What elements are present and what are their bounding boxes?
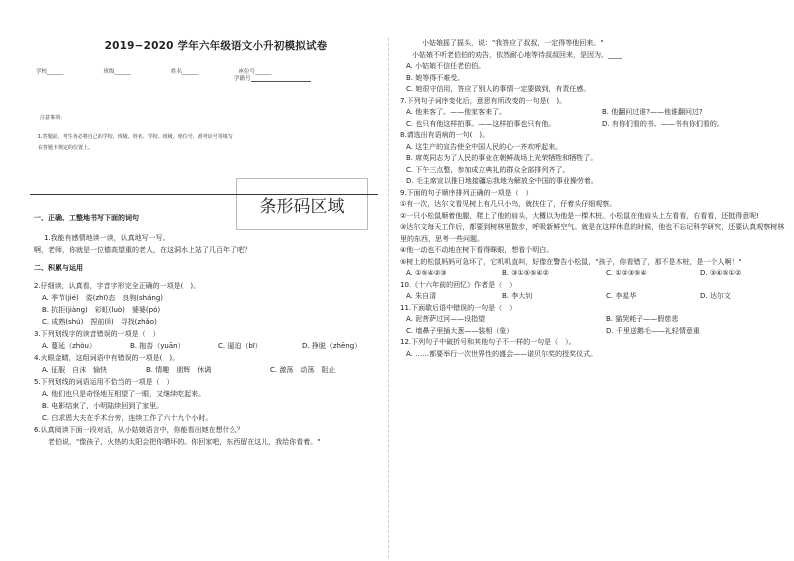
left-column — [28, 38, 384, 446]
q9-option: D. ③④⑤①② — [700, 269, 742, 277]
class-field: 班级______ — [103, 69, 132, 75]
notice-text: 1.答题前，考生务必将自己的学校、班级、姓名、学校、班级、座位号、准考证号等填写在答题卡规定的位置上。 — [38, 134, 233, 151]
q5-option-a: A. 他们也只是奇怪地互相望了一眼，又继续吃起来。 — [42, 390, 206, 398]
q11-stem: 11.下面歇后语中错误的一句是（ ） — [400, 303, 517, 312]
q9-sentence-2: ②一只小松鼠顺着他腿，爬上了他的肩头，大概以为他是一棵木桩。小松鼠在他肩头上左看看，右看看，还挺得意呢! — [400, 211, 760, 220]
q3-stem: 3.下列划线字的读音错误的一项是（ ） — [34, 330, 160, 338]
q10-stem: 10.《十六年前的回忆》作者是（ ） — [400, 280, 517, 289]
q8-option-d: D. 毛主席宣以推日地接疆忘我地为解放全中国的事业操劳着。 — [406, 177, 598, 185]
q6-text: 老伯说，"像孩子，火热的太阳会把你晒坏的。你回家吧，东西留在这儿，我给你看着。" — [48, 438, 321, 446]
q3-option: B. 拖沓（yuān） — [130, 342, 185, 350]
q3-option: C. 逼迫（bī） — [218, 342, 262, 350]
q4-option: C. 激荡 动荡 阻止 — [270, 366, 336, 374]
q12-option-a: A. ……都要举行一次世界性的盛会——诺贝尔奖的授奖仪式。 — [406, 349, 598, 358]
q3-option: A. 蔓延（zhòu） — [42, 342, 96, 350]
q9-options — [400, 268, 785, 280]
q10-option: C. 李星华 — [606, 292, 637, 300]
q12-stem: 12.下列句子中破折号和其他句子不一样的一句是（ ）。 — [400, 338, 576, 346]
q10-option: B. 李大钊 — [502, 292, 533, 300]
q7-row1 — [400, 107, 785, 119]
section-1-heading: 一、正确、工整地书写下面的词句 — [34, 214, 139, 222]
q11-option-b: B. 猫哭耗子——假慈悲 — [606, 315, 679, 323]
q8-option-c: C. 下午三点整，参加成立典礼的群众全部排列齐了。 — [406, 165, 570, 174]
q7-option-c: C. 也只有他这样拍事。——这样拍事也只有他。 — [406, 119, 556, 128]
q7-option-b: B. 他翻问过谁?——他谁翻问过? — [602, 108, 703, 116]
q1-text: 啊，老师，你就是一位德高望重的老人，在这洞水上站了几百年了吧？ — [34, 246, 251, 254]
q10-option: A. 朱自清 — [406, 292, 437, 300]
q2-option-c: C. 成熟(shú) 捏前(lì) 寻找(zhǎo) — [42, 318, 157, 326]
q2-option-b: B. 抗拒(jiàng) 彩虹(luò) 婆婆(pó) — [42, 306, 161, 314]
q9-stem: 9.下面的句子顺序排列正确的一项是（ ） — [400, 188, 533, 197]
r-dialog: 小姑娘摇了摇头，说："我答应了叔叔，一定得等他回来。" — [422, 39, 604, 47]
q7-option-d: D. 有你们看的书。——书有你们看的。 — [602, 119, 724, 128]
school-field: 学校______ — [36, 69, 64, 75]
q10-option: D. 达尔文 — [700, 292, 731, 300]
column-separator — [388, 38, 389, 558]
right-column — [400, 38, 785, 360]
q11-option-d: D. 千里送鹅毛——礼轻情意重 — [606, 326, 700, 335]
q3-options — [34, 340, 382, 352]
barcode-area: 条形码区域 — [236, 178, 368, 230]
section-2-heading: 二、积累与运用 — [34, 264, 83, 272]
q9-option: B. ③①⑤⑤④② — [502, 269, 549, 277]
q2-option-a: A. 季节(jié) 姿(zhī)态 良驹(sháng) — [42, 294, 164, 302]
q9-option: C. ①②③⑤④ — [606, 269, 647, 277]
q11-option-c: C. 墙鼻子里插大葱——装相（象） — [406, 326, 514, 335]
q7-row2 — [400, 119, 785, 131]
left-questions — [34, 212, 382, 448]
seat-field: 座位号______ — [238, 69, 272, 75]
header-divider — [30, 194, 378, 195]
q7-option-a: A. 他来客了。——他家客来了。 — [406, 108, 507, 116]
q5-option-b: B. 电影结束了，小明陆续回到了家里。 — [42, 402, 164, 410]
notice-box — [28, 102, 378, 217]
r-question: 小姑娘不听老伯伯的劝告，依然耐心地等待叔叔回来，是因为。____ — [412, 50, 622, 59]
exam-title: 2019−2020 学年六年级语文小升初模拟试卷 — [104, 40, 328, 52]
q1-instruction: 1.我能有感情地读一读，认真地写一写。 — [44, 234, 170, 242]
q5-stem: 5.下列划线的词语运用不恰当的一项是（ ） — [34, 378, 174, 386]
q8-option-b: B. 席英同志为了人民的事业在朝鲜战场上光荣牺牲和牺牲了。 — [406, 154, 598, 162]
r-option-a: A. 小姑娘不信任老伯伯。 — [406, 62, 486, 70]
q4-option: B. 情趣 朋辉 休调 — [146, 366, 212, 374]
name-field: 姓名______ — [171, 69, 199, 75]
q9-sentence-4: ④他一动也不动地在树下看得眯眼，想看个明白。 — [400, 246, 554, 254]
q9-sentence-5: ⑤树上的松鼠妈妈可急坏了，它叽叽直叫，好像在警告小松鼠，"孩子，你看错了，那不是木桩，是一个人啊！" — [400, 257, 742, 266]
q4-options — [34, 364, 382, 376]
student-info-row — [36, 67, 384, 75]
q9-sentence-3: ③达尔文每天工作后，都要到树林里散步，呼吸新鲜空气。就是在这样休息的时候，他也不忘记科学研究，还要认真观察树林里的东西，思考一些问题。 — [400, 223, 785, 243]
notice-title: 注意事项： — [40, 115, 66, 121]
q10-options — [400, 291, 785, 303]
student-id-label: 学籍号 — [234, 76, 251, 82]
q7-stem: 7.下列句子词序变化后，意思有所改变的一句是( )。 — [400, 96, 567, 105]
q9-sentence-1: ①有一次，达尔文看见树上有几只小鸟，就扶住了，仔着头仔细观察。 — [400, 200, 617, 208]
r-option-b: B. 她等得不难受。 — [406, 73, 465, 82]
q5-option-c: C. 白求恩大夫在手术台旁，连续工作了六十九个小时。 — [42, 414, 213, 422]
q4-option: A. 征服 自沫 愉快 — [42, 366, 108, 374]
q2-stem: 2.仔细读，认真看，字音字形完全正确的一项是( )。 — [34, 282, 201, 290]
q8-stem: 8.请选出有语病的一句( )。 — [400, 131, 490, 139]
q6-stem: 6.认真阅读下面一段对话，从小姑娘语言中，你能看出她在想什么？ — [34, 426, 244, 434]
q4-stem: 4.火眼金睛，这组词语中有错误的一项是( )。 — [34, 354, 180, 362]
q11-row2 — [400, 326, 785, 338]
student-id-field — [234, 74, 311, 82]
q3-option: D. 挣脱（zhēng） — [302, 342, 362, 350]
student-id-underline — [251, 76, 311, 82]
q11-row1 — [400, 314, 785, 326]
q11-option-a: A. 泥菩萨过河——设指望 — [406, 315, 486, 323]
r-option-c: C. 她很守信用，答应了别人的事情一定要做到，有责任感。 — [406, 85, 591, 93]
q8-option-a: A. 这生产的宣告使全中国人民的心一齐欢呼起来。 — [406, 142, 563, 151]
q9-option: A. ①⑤④②③ — [406, 269, 447, 277]
